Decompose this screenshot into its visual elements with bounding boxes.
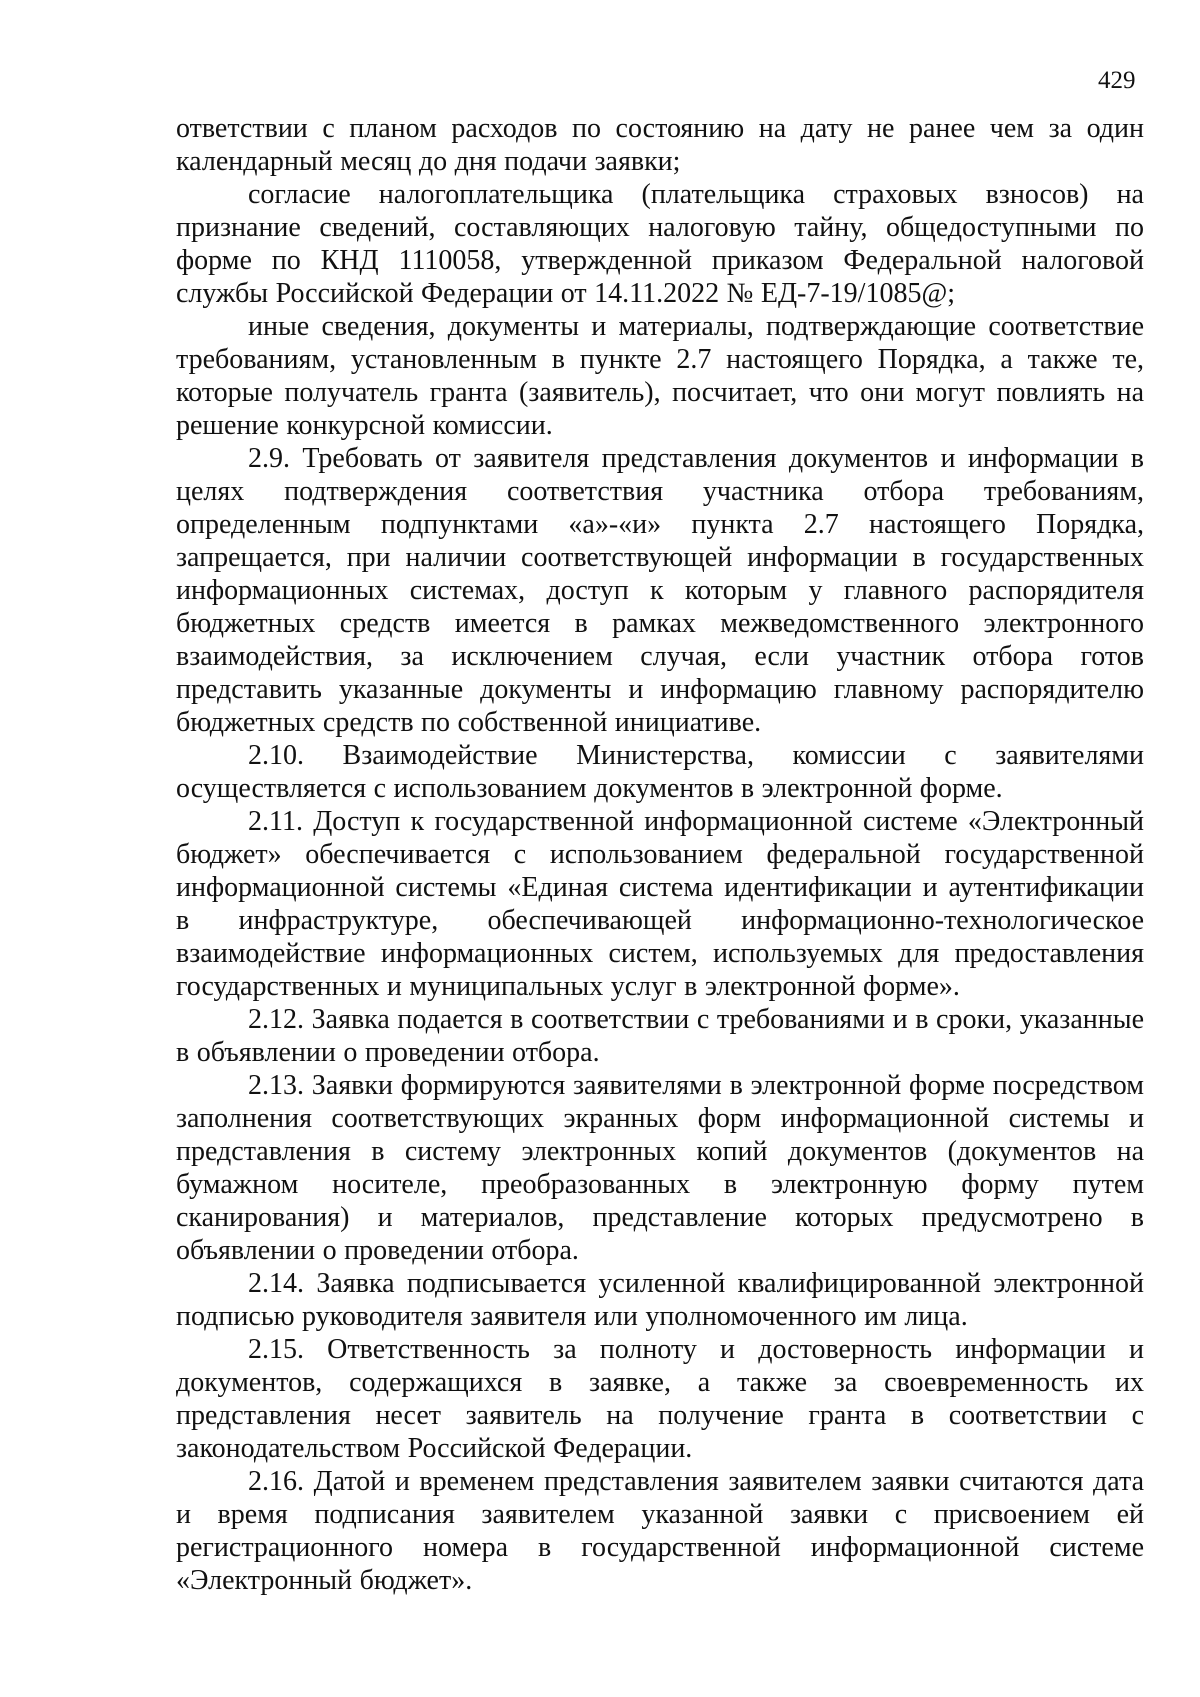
document-body [176, 112, 1144, 1597]
paragraph-2-10: 2.10. Взаимодействие Министерства, комиссии с заявителями осуществляется с использованием документов в электронной форме. [176, 740, 1144, 804]
paragraph-other-information: иные сведения, документы и материалы, подтверждающие соответствие требованиям, установленным в пункте 2.7 настоящего Порядка, а также те, которые получатель гранта (заявитель), посчитает, что они могут повлиять на решение конкурсной комиссии. [176, 311, 1144, 441]
paragraph-2-9: 2.9. Требовать от заявителя представления документов и информации в целях подтверждения соответствия участника отбора требованиям, определенным подпунктами «а»-«и» пункта 2.7 настоящего Порядка, запрещается, при наличии соответствующей информации в государственных информационных системах, доступ к которым у главного распорядителя бюджетных средств имеется в рамках межведомственного электронного взаимодействия, за исключением случая, если участник отбора готов представить указанные документы и информацию главному распорядителю бюджетных средств по собственной инициативе. [176, 443, 1144, 738]
paragraph-2-12: 2.12. Заявка подается в соответствии с требованиями и в сроки, указанные в объявлении о проведении отбора. [176, 1004, 1144, 1068]
paragraph-2-13: 2.13. Заявки формируются заявителями в электронной форме посредством заполнения соответствующих экранных форм информационной системы и представления в систему электронных копий документов (документов на бумажном носителе, преобразованных в электронную форму путем сканирования) и материалов, представление которых предусмотрено в объявлении о проведении отбора. [176, 1070, 1144, 1266]
paragraph-taxpayer-consent: согласие налогоплательщика (плательщика страховых взносов) на признание сведений, составляющих налоговую тайну, общедоступными по форме по КНД 1110058, утвержденной приказом Федеральной налоговой службы Российской Федерации от 14.11.2022 № ЕД-7-19/1085@; [176, 179, 1144, 309]
paragraph-2-16: 2.16. Датой и временем представления заявителем заявки считаются дата и время подписания заявителем указанной заявки с присвоением ей регистрационного номера в государственной информационной системе «Электронный бюджет». [176, 1466, 1144, 1596]
paragraph-plan-continuation: ответствии с планом расходов по состоянию на дату не ранее чем за один календарный месяц до дня подачи заявки; [176, 113, 1144, 177]
paragraph-2-15: 2.15. Ответственность за полноту и достоверность информации и документов, содержащихся в заявке, а также за своевременность их представления несет заявитель на получение гранта в соответствии с законодательством Российской Федерации. [176, 1334, 1144, 1464]
page-number: 429 [1098, 67, 1136, 94]
paragraph-2-11: 2.11. Доступ к государственной информационной системе «Электронный бюджет» обеспечивается с использованием федеральной государственной информационной системы «Единая система идентификации и аутентификации в инфраструктуре, обеспечивающей информационно-технологическое взаимодействие информационных систем, используемых для предоставления государственных и муниципальных услуг в электронной форме». [176, 806, 1144, 1002]
paragraph-2-14: 2.14. Заявка подписывается усиленной квалифицированной электронной подписью руководителя заявителя или уполномоченного им лица. [176, 1268, 1144, 1332]
